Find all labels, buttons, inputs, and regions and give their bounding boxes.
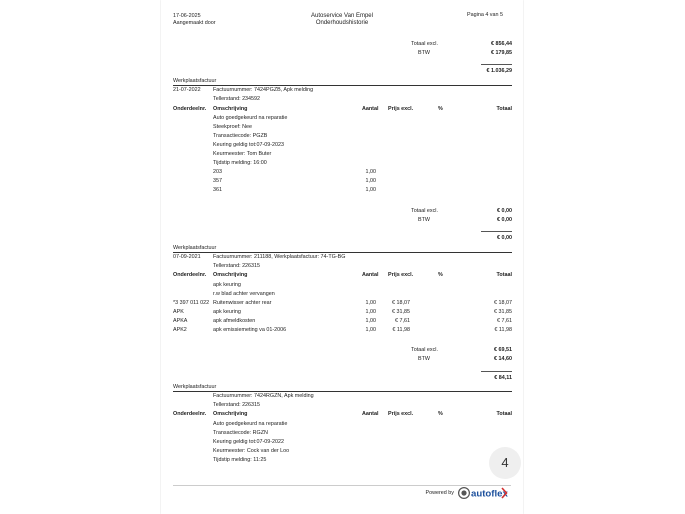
col-parts: Onderdeelnr. <box>173 272 207 278</box>
description-line: Tijdstip melding: 16:00 <box>213 160 267 166</box>
invoice-total-value: € 84,11 <box>494 375 512 381</box>
report-date: 17-06-2025 <box>173 13 201 19</box>
document-subtitle: Onderhoudshistorie <box>315 20 369 26</box>
col-parts: Onderdeelnr. <box>173 411 207 417</box>
autoflex-logo <box>458 486 510 500</box>
odometer: Tellerstand: 226315 <box>213 263 261 269</box>
line-price: € 7,61 <box>395 318 410 324</box>
line-description: apk emissiemeting va 01-2006 <box>213 327 287 333</box>
col-description: Omschrijving <box>213 272 248 278</box>
line-quantity: 1,00 <box>365 300 376 306</box>
line-description: 203 <box>213 169 222 175</box>
line-price: € 11,98 <box>392 327 410 333</box>
odometer: Tellerstand: 226315 <box>213 402 261 408</box>
line-description: Ruitenwisser achter rear <box>213 300 272 306</box>
line-description: 361 <box>213 187 222 193</box>
line-quantity: 1,00 <box>365 169 376 175</box>
subtotal-divider <box>481 231 512 232</box>
description-line: Transactiecode: RGZN <box>213 430 268 436</box>
description-line: Keuring geldig tot:07-09-2022 <box>213 439 285 445</box>
line-quantity: 1,00 <box>365 178 376 184</box>
invoice-type: Werkplaatsfactuur <box>173 78 217 84</box>
col-total: Totaal <box>496 106 512 112</box>
line-price: € 18,07 <box>392 300 410 306</box>
section-divider <box>173 252 512 253</box>
col-total: Totaal <box>496 411 512 417</box>
section-divider <box>173 85 512 86</box>
line-price: € 31,85 <box>392 309 410 315</box>
col-total: Totaal <box>496 272 512 278</box>
col-quantity: Aantal <box>362 106 379 112</box>
vat-label: BTW <box>418 217 430 223</box>
line-quantity: 1,00 <box>365 327 376 333</box>
description-line: Transactiecode: PGZB <box>213 133 268 139</box>
invoice-number: Factuurnummer: 7424PGZB, Apk melding <box>213 87 314 93</box>
invoice-number: Factuurnummer: 7424RGZN, Apk melding <box>213 393 314 399</box>
vat-label: BTW <box>418 356 430 362</box>
description-line: r.w blad achter vervangen <box>213 291 275 297</box>
line-total: € 18,07 <box>494 300 512 306</box>
invoice-total-value: € 0,00 <box>497 235 512 241</box>
line-part-number: APKA <box>173 318 188 324</box>
vat-value: € 179,85 <box>491 50 512 56</box>
vat-value: € 14,60 <box>494 356 512 362</box>
grand-total-value: € 1.036,29 <box>486 68 512 74</box>
col-description: Omschrijving <box>213 106 248 112</box>
col-parts: Onderdeelnr. <box>173 106 207 112</box>
col-price: Prijs excl. <box>388 411 414 417</box>
col-price: Prijs excl. <box>388 272 414 278</box>
line-quantity: 1,00 <box>365 318 376 324</box>
section-divider <box>173 391 512 392</box>
line-total: € 31,85 <box>494 309 512 315</box>
line-part-number: APK <box>173 309 184 315</box>
description-line: Auto goedgekeurd na reparatie <box>213 115 288 121</box>
generated-by: Aangemaakt door <box>173 20 216 26</box>
description-line: apk keuring <box>213 282 241 288</box>
autoflex-logo-text: autoflex <box>471 488 508 500</box>
page-info: Pagina 4 van 5 <box>467 12 503 18</box>
line-quantity: 1,00 <box>365 309 376 315</box>
company-name: Autoservice Van Empel <box>311 13 373 19</box>
description-line: Tijdstip melding: 11:25 <box>213 457 267 463</box>
vat-label: BTW <box>418 50 430 56</box>
col-percent: % <box>438 272 443 278</box>
line-part-number: *3 397 011 022 <box>173 300 210 306</box>
invoice-date: 21-07-2022 <box>173 87 201 93</box>
line-quantity: 1,00 <box>365 187 376 193</box>
total-excl-label: Totaal excl. <box>411 208 438 214</box>
total-excl-value: € 69,51 <box>494 347 512 353</box>
line-part-number: APK2 <box>173 327 187 333</box>
line-description: 357 <box>213 178 222 184</box>
page-number-badge: 4 <box>489 447 521 479</box>
description-line: Keurmeester: Tom Buter <box>213 151 272 157</box>
invoice-number: Factuurnummer: 211188, Werkplaatsfactuur: 74-TG-BG <box>213 254 346 260</box>
subtotal-divider <box>481 371 512 372</box>
col-quantity: Aantal <box>362 411 379 417</box>
total-excl-label: Totaal excl. <box>411 41 438 47</box>
description-line: Steekproef: Nee <box>213 124 252 130</box>
vat-value: € 0,00 <box>497 217 512 223</box>
subtotal-divider <box>481 64 512 65</box>
document-page <box>161 0 523 514</box>
col-percent: % <box>438 411 443 417</box>
description-line: Auto goedgekeurd na reparatie <box>213 421 288 427</box>
powered-by-label: Powered by <box>425 490 454 496</box>
total-excl-label: Totaal excl. <box>411 347 438 353</box>
line-total: € 11,98 <box>494 327 512 333</box>
line-total: € 7,61 <box>497 318 512 324</box>
description-line: Keuring geldig tot:07-09-2023 <box>213 142 285 148</box>
line-description: apk keuring <box>213 309 241 315</box>
total-excl-value: € 856,44 <box>491 41 512 47</box>
total-excl-value: € 0,00 <box>497 208 512 214</box>
invoice-type: Werkplaatsfactuur <box>173 384 217 390</box>
col-percent: % <box>438 106 443 112</box>
invoice-date: 07-09-2021 <box>173 254 201 260</box>
odometer: Tellerstand: 234592 <box>213 96 261 102</box>
line-description: apk afmeldkosten <box>213 318 256 324</box>
col-price: Prijs excl. <box>388 106 414 112</box>
col-quantity: Aantal <box>362 272 379 278</box>
invoice-type: Werkplaatsfactuur <box>173 245 217 251</box>
description-line: Keurmeester: Cock van der Loo <box>213 448 290 454</box>
col-description: Omschrijving <box>213 411 248 417</box>
